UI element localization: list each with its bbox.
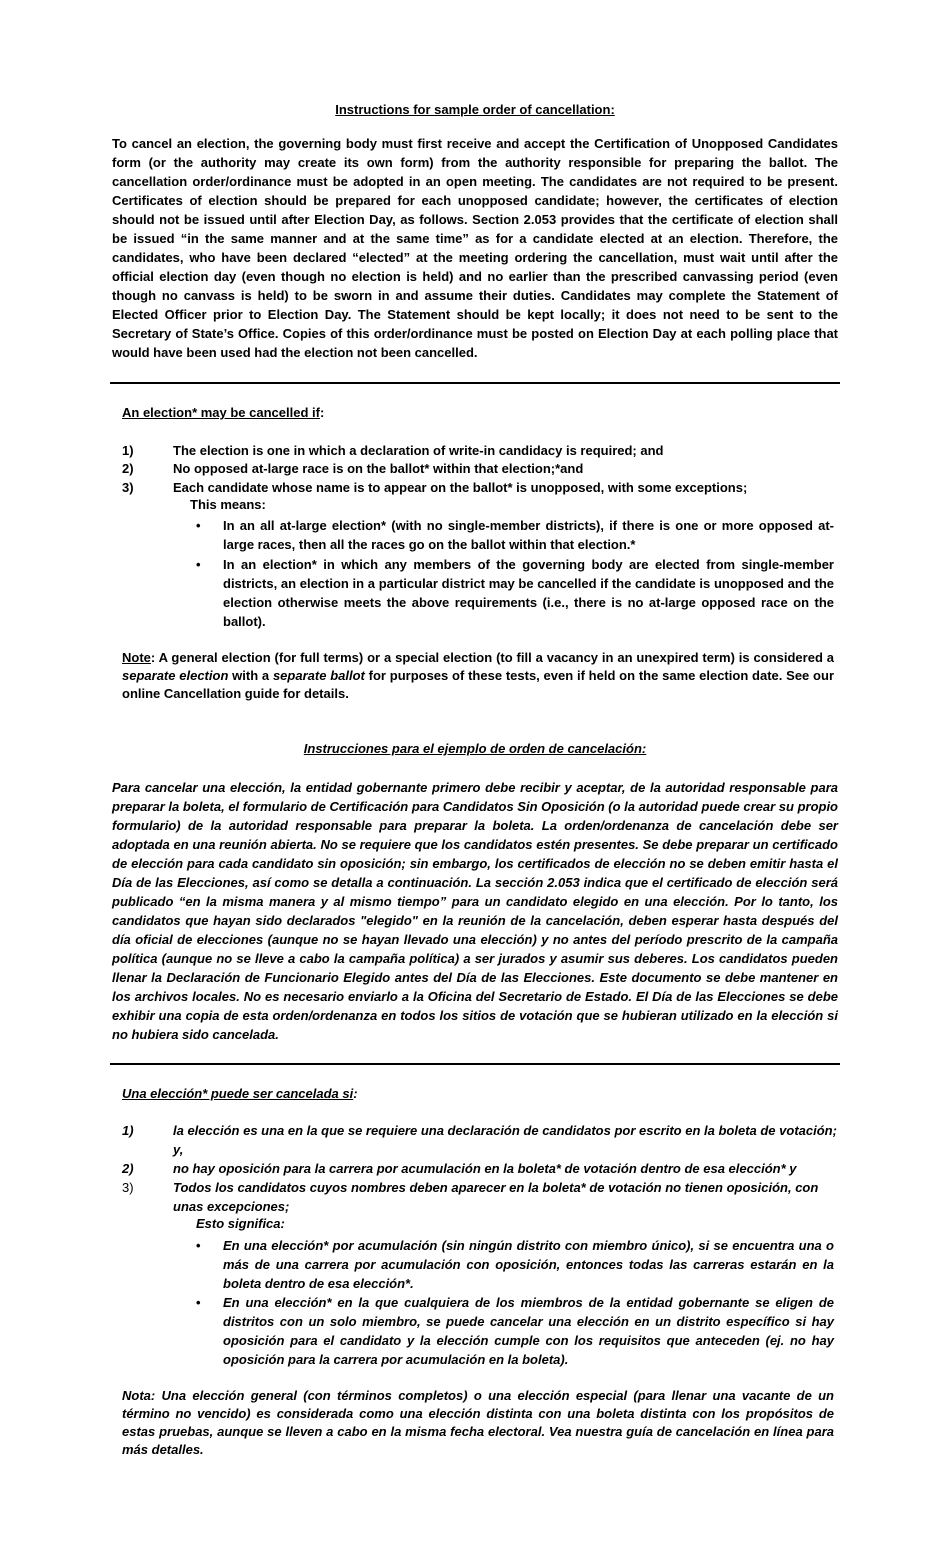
english-bullet-1 xyxy=(196,516,834,554)
spanish-conditions-heading xyxy=(122,1086,358,1101)
list-number: 2) xyxy=(122,1161,134,1176)
list-number: 3) xyxy=(122,480,134,495)
list-item-text: no hay oposición para la carrera por acumulación en la boleta* de votación dentro de esa elección* y xyxy=(173,1161,797,1176)
english-note xyxy=(122,649,834,703)
list-number: 3) xyxy=(122,1180,134,1195)
list-item-text: Each candidate whose name is to appear on the ballot* is unopposed, with some exceptions; xyxy=(173,480,748,495)
bullet-dot-icon: • xyxy=(196,1295,201,1310)
section-divider xyxy=(110,1063,840,1065)
note-text-b: with a xyxy=(228,668,273,683)
english-heading-text: An election* may be cancelled if xyxy=(122,405,320,420)
note-text-a: : A general election (for full terms) or a special election (to fill a vacancy in an unexpired term) is considered a xyxy=(150,650,834,665)
bullet-text: In an election* in which any members of the governing body are elected from single-member districts, an election in a particular district may be cancelled if the candidate is unopposed and the election otherwise meets the above requirements (i.e., there is no at-large opposed race on the ballot). xyxy=(223,557,834,629)
list-item-text: la elección es una en la que se requiere una declaración de candidatos por escrito en la boleta de votación; y, xyxy=(173,1123,837,1157)
spanish-list-item-3 xyxy=(122,1178,838,1216)
list-item-text: Todos los candidatos cuyos nombres deben aparecer en la boleta* de votación no tienen oposición, con unas excepciones; xyxy=(173,1180,819,1214)
bullet-dot-icon: • xyxy=(196,1238,201,1253)
english-bullet-2 xyxy=(196,555,834,631)
note-separate-election: separate election xyxy=(122,668,229,683)
spanish-list-item-1 xyxy=(122,1121,838,1159)
note-separate-ballot: separate ballot xyxy=(272,668,365,683)
bullet-text: En una elección* por acumulación (sin ningún distrito con miembro único), si se encuentra una o más de una carrera por acumulación con oposición, entonces todas las carreras estarán en la boleta dentro de esa elección*. xyxy=(223,1238,834,1291)
english-intro-paragraph: To cancel an election, the governing body must first receive and accept the Certification of Unopposed Candidates form (or the authority may create its own form) from the authority responsible for preparing the ballot. The cancellation order/ordinance must be adopted in an open meeting. The candidates are not required to be present. Certificates of election should be prepared for each unopposed candidate; however, the certificates of election should not be issued until after Election Day, as follows. Section 2.053 provides that the certificate of election shall be issued “in the same manner and at the same time” as for a candidate elected at an election. Therefore, the candidates, who have been declared “elected” at the meeting ordering the cancellation, must wait until after the official election day (even though no election is held) and no earlier than the prescribed canvassing period (even though no canvass is held) to be sworn in and assume their duties. Candidates may complete the Statement of Elected Officer prior to Election Day. The Statement should be kept locally; it does not need to be sent to the Secretary of State’s Office. Copies of this order/ordinance must be posted on Election Day at each polling place that would have been used had the election not been cancelled. xyxy=(112,136,838,360)
spanish-intro-paragraph: Para cancelar una elección, la entidad gobernante primero debe recibir y aceptar, de la autoridad responsable para preparar la boleta, el formulario de Certificación para Candidatos Sin Oposición (o la autoridad puede crear su propio formulario) de la autoridad responsable para preparar la boleta. La orden/ordenanza de cancelación debe ser adoptada en una reunión abierta. No se requiere que los candidatos estén presentes. Se debe preparar un certificado de elección para cada candidato sin oposición; sin embargo, los certificados de elección no se deben emitir hasta el Día de las Elecciones, así como se detalla a continuación. La sección 2.053 indica que el certificado de elección será publicado “en la misma manera y al mismo tiempo” para un candidato elegido en una elección. Por lo tanto, los candidatos que hayan sido declarados "elegido" en la reunión de la cancelación, deben esperar hasta después del día oficial de elecciones (aunque no se hayan llevado una elección) y no antes del período prescrito de la campaña política (aunque no se lleve a cabo la campaña política) a ser jurados y asumir sus deberes. Los candidatos pueden llenar la Declaración de Funcionario Elegido antes del Día de las Elecciones. Este documento se debe mantener en los archivos locales. No es necesario enviarlo a la Oficina del Secretario de Estado. El Día de las Elecciones se debe exhibir una copia de esta orden/ordenanza en todos los sitios de votación que se hubieran utilizado en la elección si no hubiera sido cancelada. xyxy=(112,780,838,1042)
spanish-heading-colon: : xyxy=(353,1086,358,1101)
note-label: Note xyxy=(122,650,151,665)
list-number: 1) xyxy=(122,443,134,458)
english-list-item-2 xyxy=(122,459,838,478)
spanish-title: Instrucciones para el ejemplo de orden de cancelación: xyxy=(303,741,647,756)
english-heading-colon: : xyxy=(319,405,325,420)
section-divider xyxy=(110,382,840,384)
list-number: 1) xyxy=(122,1123,134,1138)
english-this-means: This means: xyxy=(190,497,266,512)
english-list-item-1 xyxy=(122,441,838,460)
bullet-dot-icon: • xyxy=(196,518,201,533)
bullet-dot-icon: • xyxy=(196,557,201,572)
bullet-text: In an all at-large election* (with no single-member districts), if there is one or more opposed at-large races, then all the races go on the ballot within that election.* xyxy=(223,518,834,552)
bullet-text: En una elección* en la que cualquiera de los miembros de la entidad gobernante se eligen de distritos con un solo miembro, se puede cancelar una elección en un distrito específico si hay oposición para el candidato y la elección cumple con los requisitos que anteceden (ej. no hay oposición para la carrera por acumulación en la boleta). xyxy=(223,1295,834,1367)
spanish-list-item-2 xyxy=(122,1159,838,1178)
list-item-text: No opposed at-large race is on the ballot* within that election;*and xyxy=(173,461,584,476)
spanish-bullet-1 xyxy=(196,1236,834,1293)
spanish-bullet-2 xyxy=(196,1293,834,1369)
list-number: 2) xyxy=(122,461,134,476)
english-list-item-3 xyxy=(122,478,838,497)
english-title: Instructions for sample order of cancellation: xyxy=(335,102,615,117)
spanish-this-means: Esto significa: xyxy=(196,1216,285,1231)
note-text-c: for purposes of these tests, even if held on the same election date. See our online Cancellation guide for details. xyxy=(122,668,834,701)
list-item-text: The election is one in which a declaration of write-in candidacy is required; and xyxy=(173,443,664,458)
spanish-heading-text: Una elección* puede ser cancelada si xyxy=(122,1086,354,1101)
english-conditions-heading xyxy=(122,405,324,420)
spanish-note: Nota: Una elección general (con términos completos) o una elección especial (para llenar una vacante de un término no vencido) es considerada como una elección distinta con una boleta distinta con los propósitos de estas pruebas, aunque se lleven a cabo en la misma fecha electoral. Vea nuestra guía de cancelación en línea para más detalles. xyxy=(122,1388,834,1457)
